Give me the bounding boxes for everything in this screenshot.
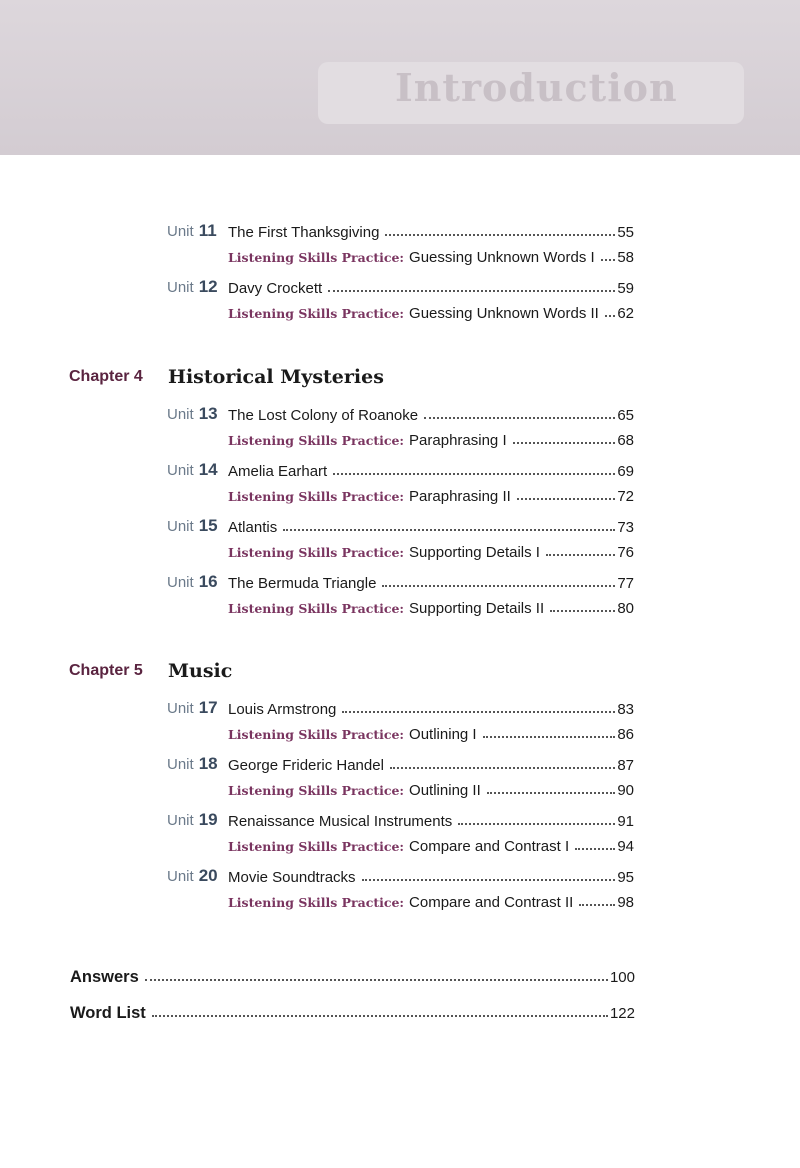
dot-leader <box>333 458 615 475</box>
toc-entry-unit-17[interactable]: Louis Armstrong 83 <box>228 697 634 719</box>
chapter-5-label: Chapter 5 <box>69 662 143 679</box>
dot-leader <box>390 752 615 769</box>
unit-15-number: Unit 15 <box>167 516 218 535</box>
dot-leader <box>550 595 615 612</box>
toc-entry-unit-12[interactable]: Davy Crockett 59 <box>228 276 634 298</box>
chapter-5-title[interactable]: Music <box>168 660 233 682</box>
dot-leader <box>145 964 608 981</box>
dot-leader <box>483 721 616 738</box>
dot-leader <box>385 219 615 236</box>
unit-16-number: Unit 16 <box>167 572 218 591</box>
unit-17-number: Unit 17 <box>167 698 218 717</box>
toc-entry-unit-14[interactable]: Amelia Earhart 69 <box>228 459 634 481</box>
chapter-4-title[interactable]: Historical Mysteries <box>168 366 384 388</box>
dot-leader <box>513 427 616 444</box>
toc-entry-lsp-72[interactable]: Listening Skills Practice: Paraphrasing II 72 <box>228 484 634 506</box>
header-banner <box>0 0 800 155</box>
dot-leader <box>605 300 615 317</box>
dot-leader <box>328 275 615 292</box>
unit-18-number: Unit 18 <box>167 754 218 773</box>
toc-entry-lsp-58[interactable]: Listening Skills Practice: Guessing Unknown Words I 58 <box>228 245 634 267</box>
toc-entry-unit-13[interactable]: The Lost Colony of Roanoke 65 <box>228 403 634 425</box>
chapter-4-label: Chapter 4 <box>69 368 143 385</box>
dot-leader <box>517 483 616 500</box>
toc-entry-lsp-90[interactable]: Listening Skills Practice: Outlining II 90 <box>228 778 634 800</box>
dot-leader <box>458 808 615 825</box>
toc-entry-lsp-94[interactable]: Listening Skills Practice: Compare and Contrast I 94 <box>228 834 634 856</box>
dot-leader <box>283 514 615 531</box>
toc-entry-unit-18[interactable]: George Frideric Handel 87 <box>228 753 634 775</box>
unit-13-number: Unit 13 <box>167 404 218 423</box>
toc-entry-answers[interactable]: Answers 100 <box>70 965 635 989</box>
toc-entry-unit-11[interactable]: The First Thanksgiving 55 <box>228 220 634 242</box>
dot-leader <box>575 833 615 850</box>
toc-entry-unit-19[interactable]: Renaissance Musical Instruments 91 <box>228 809 634 831</box>
toc-entry-lsp-76[interactable]: Listening Skills Practice: Supporting Details I 76 <box>228 540 634 562</box>
unit-20-number: Unit 20 <box>167 866 218 885</box>
dot-leader <box>546 539 615 556</box>
toc-entry-lsp-62[interactable]: Listening Skills Practice: Guessing Unknown Words II 62 <box>228 301 634 323</box>
dot-leader <box>579 889 615 906</box>
dot-leader <box>152 1000 608 1017</box>
dot-leader <box>424 402 615 419</box>
toc-entry-unit-15[interactable]: Atlantis 73 <box>228 515 634 537</box>
toc-entry-unit-16[interactable]: The Bermuda Triangle 77 <box>228 571 634 593</box>
unit-14-number: Unit 14 <box>167 460 218 479</box>
dot-leader <box>382 570 615 587</box>
unit-19-number: Unit 19 <box>167 810 218 829</box>
dot-leader <box>362 864 616 881</box>
toc-entry-lsp-68[interactable]: Listening Skills Practice: Paraphrasing I 68 <box>228 428 634 450</box>
toc-entry-lsp-98[interactable]: Listening Skills Practice: Compare and Contrast II 98 <box>228 890 634 912</box>
unit-12-number: Unit 12 <box>167 277 218 296</box>
banner-title: Introduction <box>395 65 678 110</box>
toc-entry-lsp-80[interactable]: Listening Skills Practice: Supporting Details II 80 <box>228 596 634 618</box>
toc-entry-word-list[interactable]: Word List 122 <box>70 1001 635 1025</box>
unit-11-number: Unit 11 <box>167 221 217 240</box>
toc-entry-unit-20[interactable]: Movie Soundtracks 95 <box>228 865 634 887</box>
dot-leader <box>342 696 615 713</box>
dot-leader <box>487 777 616 794</box>
dot-leader <box>601 244 616 261</box>
toc-entry-lsp-86[interactable]: Listening Skills Practice: Outlining I 86 <box>228 722 634 744</box>
